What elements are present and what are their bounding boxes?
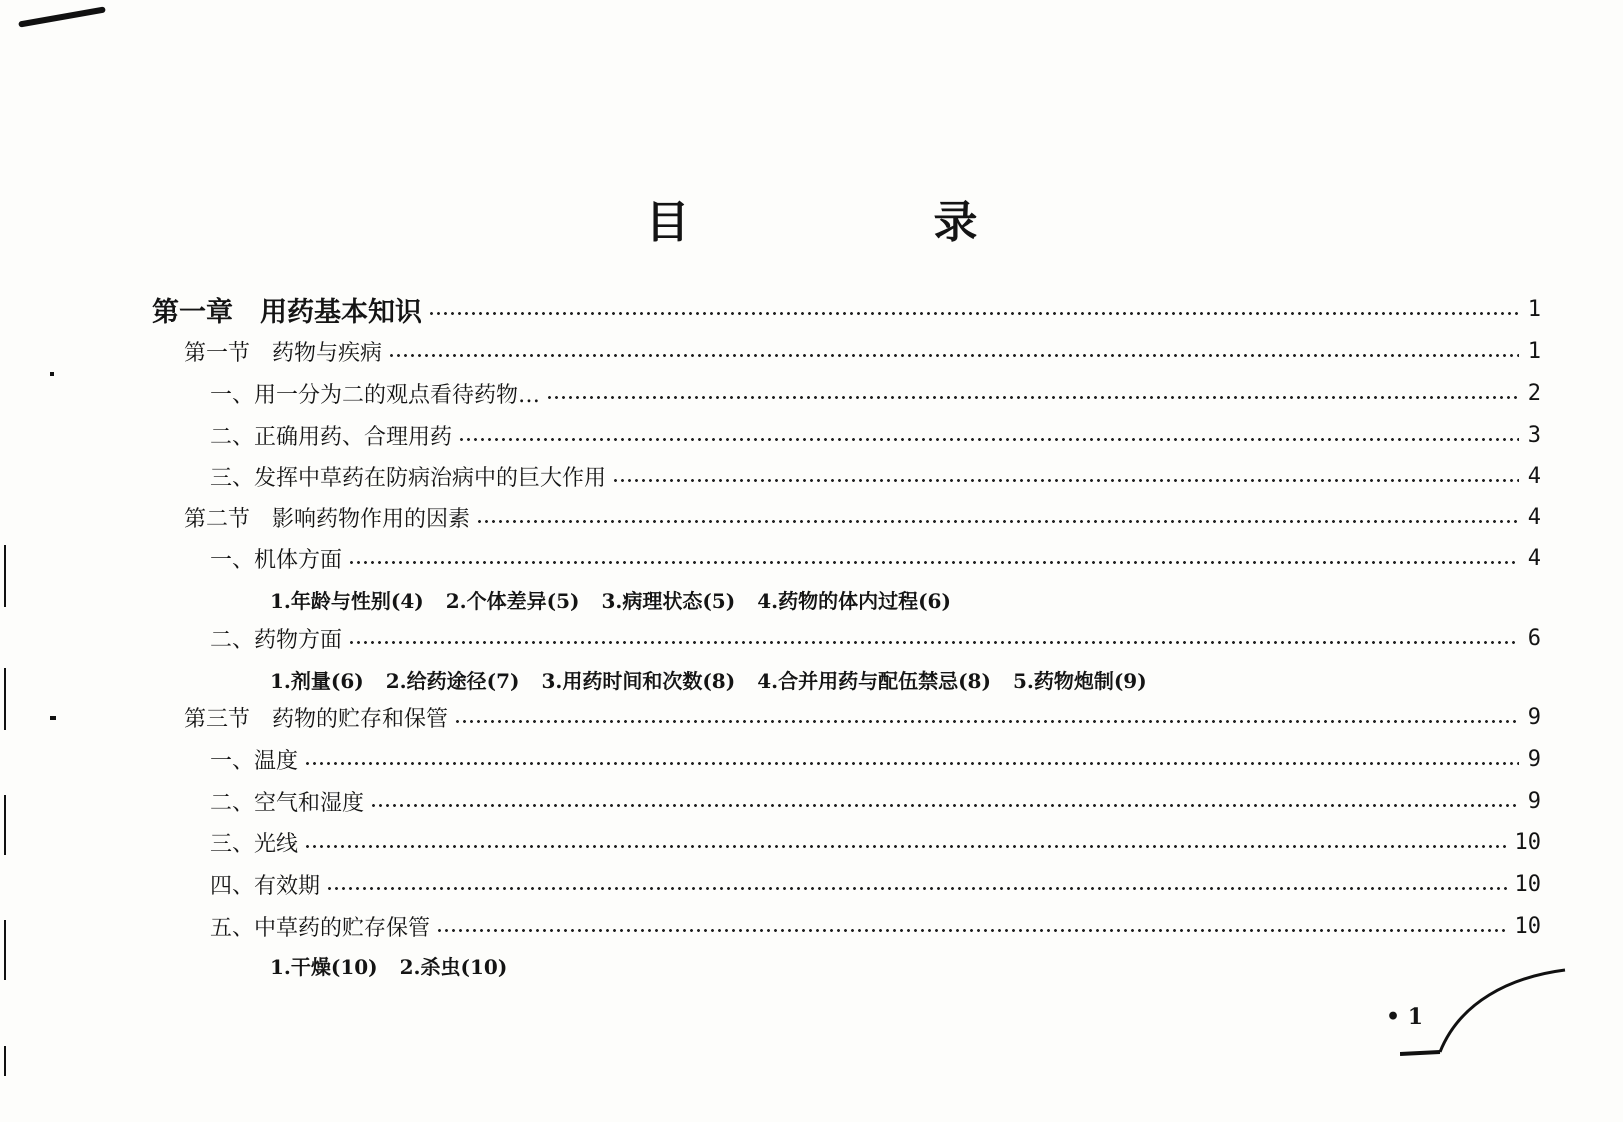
leader-dots	[304, 748, 1519, 770]
toc-page-number: 4	[1527, 463, 1541, 489]
page-curl-mark	[1400, 962, 1570, 1072]
leader-dots	[612, 465, 1519, 487]
toc-entry-label: 二、空气和湿度	[210, 790, 365, 816]
toc-page-number: 4	[1527, 504, 1541, 530]
toc-item-3-3[interactable]	[210, 825, 1541, 859]
toc-subitem: 2.个体差异(5)	[445, 588, 580, 613]
leader-dots	[458, 424, 1519, 446]
toc-subitem: 1.年龄与性别(4)	[270, 588, 424, 613]
toc-page-number: 3	[1527, 422, 1541, 448]
toc-subitem: 2.给药途径(7)	[385, 668, 520, 693]
toc-entry-label: 三、光线	[210, 831, 299, 857]
toc-section-1[interactable]	[184, 334, 1541, 368]
toc-item-2-2[interactable]	[210, 621, 1541, 655]
toc-subitem: 4.合并用药与配伍禁忌(8)	[757, 668, 991, 693]
leader-dots	[428, 298, 1519, 320]
toc-subitems-2-2	[270, 664, 1169, 694]
toc-subitem: 4.药物的体内过程(6)	[757, 588, 951, 613]
toc-item-2-1[interactable]	[210, 541, 1541, 575]
toc-subitems-2-1	[270, 584, 973, 614]
leader-dots	[326, 873, 1508, 895]
leader-dots	[454, 706, 1519, 728]
toc-page-number: 9	[1527, 788, 1541, 814]
toc-page-number: 10	[1514, 871, 1541, 897]
toc-section-3[interactable]	[184, 700, 1541, 734]
toc-page-number: 9	[1527, 704, 1541, 730]
toc-item-1-2[interactable]	[210, 418, 1541, 452]
toc-item-1-1[interactable]	[210, 376, 1541, 410]
leader-dots	[388, 340, 1519, 362]
toc-entry-label: 三、发挥中草药在防病治病中的巨大作用	[210, 465, 607, 491]
toc-subitems-3-5	[270, 950, 529, 980]
toc-entry-label: 一、温度	[210, 748, 299, 774]
toc-item-3-2[interactable]	[210, 784, 1541, 818]
toc-entry-label: 一、机体方面	[210, 547, 343, 573]
toc-page-number: 1	[1527, 338, 1541, 364]
leader-dots	[476, 506, 1519, 528]
toc-page-number: 9	[1527, 746, 1541, 772]
toc-page-number: 6	[1527, 625, 1541, 651]
toc-entry-label: 二、药物方面	[210, 627, 343, 653]
toc-subitem: 1.干燥(10)	[270, 954, 378, 979]
toc-subitem: 3.用药时间和次数(8)	[541, 668, 736, 693]
toc-entry-label: 五、中草药的贮存保管	[210, 915, 431, 941]
toc-item-3-1[interactable]	[210, 742, 1541, 776]
leader-dots	[546, 382, 1519, 404]
toc-entry-label: 第一章 用药基本知识	[152, 296, 422, 328]
toc-entry-label: 第二节 影响药物作用的因素	[184, 506, 471, 532]
toc-subitem: 3.病理状态(5)	[601, 588, 736, 613]
toc-page-number: 10	[1514, 829, 1541, 855]
leader-dots	[370, 790, 1519, 812]
leader-dots	[436, 915, 1508, 937]
toc-entry-label: 二、正确用药、合理用药	[210, 424, 453, 450]
toc-section-2[interactable]	[184, 500, 1541, 534]
toc-page-number: 2	[1527, 380, 1541, 406]
leader-dots	[348, 627, 1519, 649]
page-folio: • 1	[1386, 1004, 1424, 1030]
toc-page-number: 4	[1527, 545, 1541, 571]
toc-chapter-1[interactable]	[152, 292, 1541, 326]
toc-entry-label: 第三节 药物的贮存和保管	[184, 706, 449, 732]
toc-page-number: 1	[1527, 296, 1541, 322]
leader-dots	[348, 547, 1519, 569]
toc-entry-label: 第一节 药物与疾病	[184, 340, 383, 366]
leader-dots	[304, 831, 1508, 853]
toc-subitem: 2.杀虫(10)	[399, 954, 508, 979]
toc-item-1-3[interactable]	[210, 459, 1541, 493]
page-title: 目 录	[645, 197, 1078, 248]
toc-entry-label: 四、有效期	[210, 873, 321, 899]
toc-subitem: 1.剂量(6)	[270, 668, 364, 693]
toc-subitem: 5.药物炮制(9)	[1012, 668, 1147, 693]
toc-page-number: 10	[1514, 913, 1541, 939]
toc-item-3-5[interactable]	[210, 909, 1541, 943]
toc-entry-label: 一、用一分为二的观点看待药物…	[210, 382, 541, 408]
toc-item-3-4[interactable]	[210, 867, 1541, 901]
